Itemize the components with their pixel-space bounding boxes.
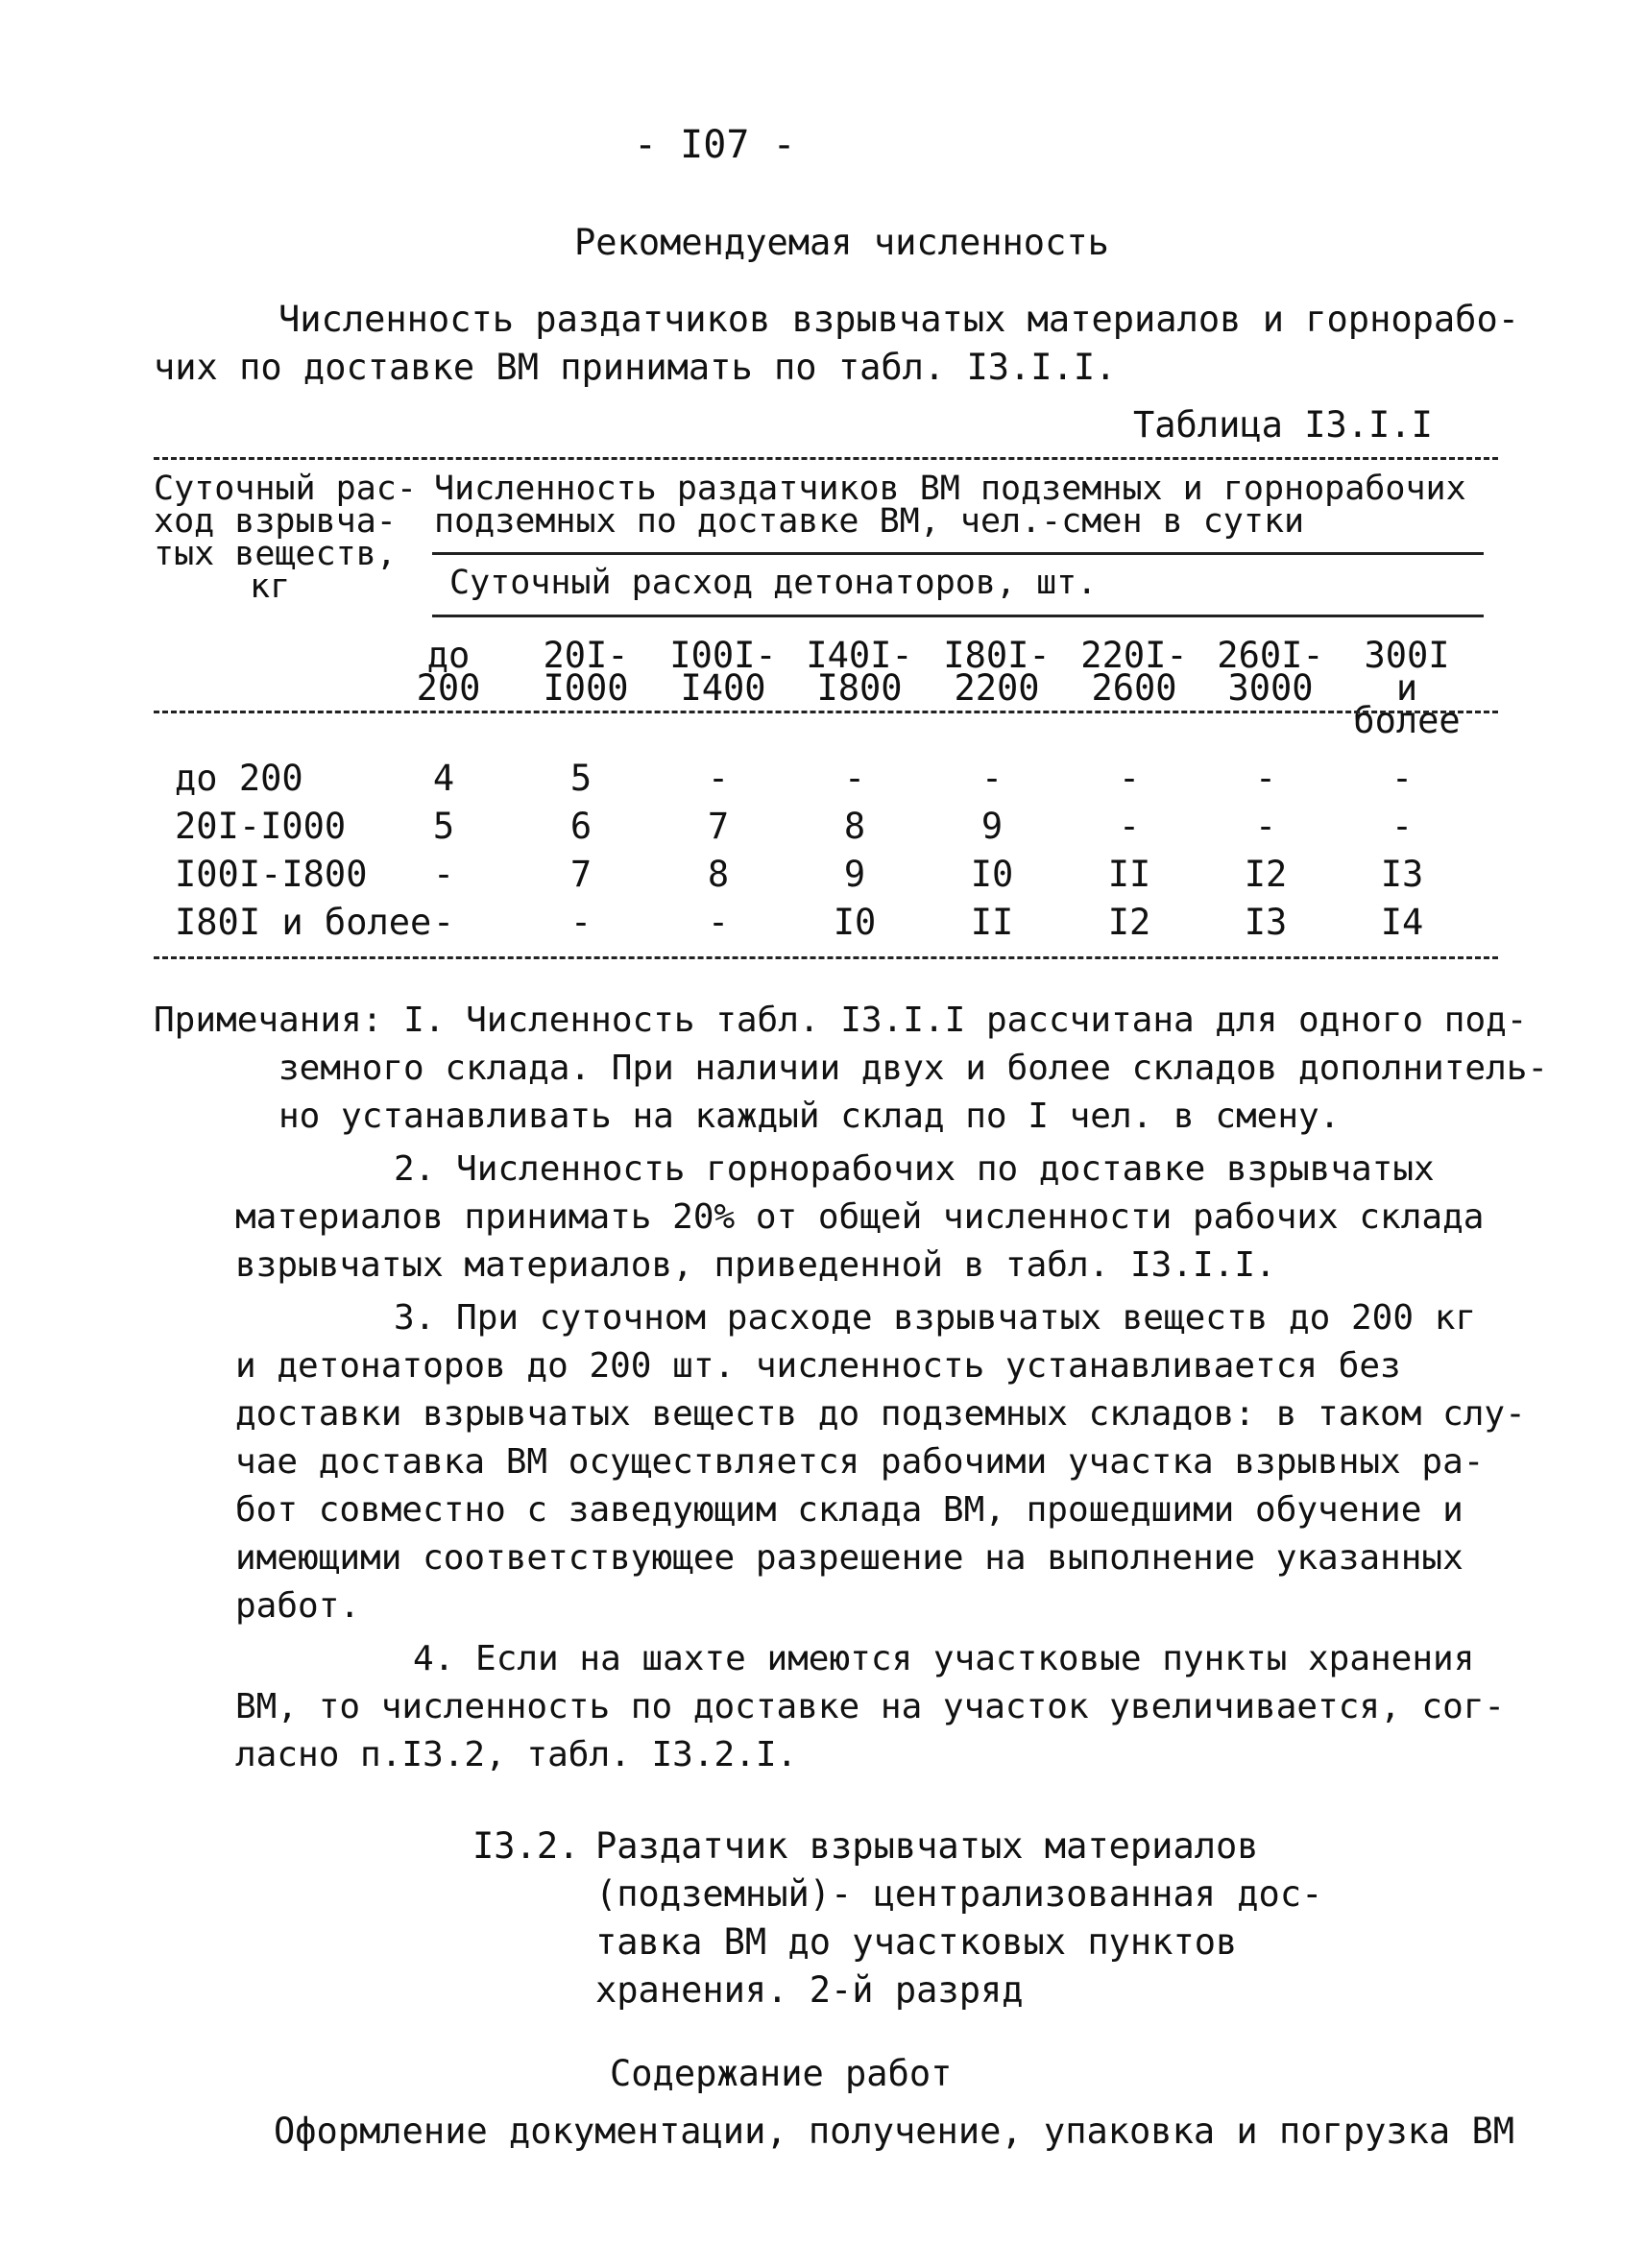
table-cell: - (980, 758, 1004, 799)
table-cell: I2 (1244, 854, 1288, 895)
table-cell: I2 (1107, 902, 1151, 943)
note-line: и детонаторов до 200 шт. численность устанавливается без (235, 1346, 1401, 1386)
row-header-line-2: ход взрывча- (154, 502, 397, 541)
column-header-line: 20I- (543, 635, 629, 676)
table-cell: I0 (970, 854, 1014, 895)
table-cell: II (1107, 854, 1151, 895)
table-cell: 5 (432, 806, 455, 847)
row-label: 20I-I000 (175, 806, 347, 847)
note-line: материалов принимать 20% от общей численности рабочих склада (235, 1197, 1485, 1237)
row-header-line-1: Суточный рас- (154, 470, 417, 508)
section-title-line: (подземный)- централизованная дос- (595, 1873, 1323, 1915)
table-top-rule (154, 457, 1498, 460)
table-cell: - (1391, 806, 1414, 847)
note-line: ВМ, то численность по доставке на участок увеличивается, сог- (235, 1687, 1506, 1726)
table-cell: I3 (1380, 854, 1424, 895)
column-header-line: 260I- (1217, 635, 1324, 676)
table-cell: - (1118, 758, 1141, 799)
note-line: бот совместно с заведующим склада ВМ, прошедшими обучение и (235, 1490, 1464, 1530)
note-line: доставки взрывчатых веществ до подземных складов: в таком слу- (235, 1394, 1526, 1434)
section-title-line: тавка ВМ до участковых пунктов (595, 1921, 1238, 1963)
column-header-line: 3000 (1227, 667, 1314, 709)
header-rule-1 (432, 552, 1484, 555)
table-cell: - (432, 854, 455, 895)
table-cell: - (1254, 806, 1277, 847)
note-line: взрывчатых материалов, приведенной в табл. I3.I.I. (235, 1245, 1276, 1285)
column-header-line: до (426, 635, 471, 676)
content-heading: Содержание работ (610, 2053, 953, 2094)
row-label: до 200 (175, 758, 303, 799)
table-cell: I3 (1244, 902, 1288, 943)
column-header-line: 200 (416, 667, 481, 709)
col-header-line-1: Численность раздатчиков ВМ подземных и горнорабочих (434, 470, 1466, 508)
column-header-line: I800 (816, 667, 903, 709)
column-header-line: I40I- (806, 635, 913, 676)
column-header-line: 2200 (954, 667, 1040, 709)
intro-line-1: Численность раздатчиков взрывчатых материалов и горнорабо- (278, 299, 1520, 340)
table-cell: 6 (569, 806, 593, 847)
row-header-line-4: кг (250, 567, 291, 606)
page-heading: Рекомендуемая численность (574, 222, 1109, 263)
table-cell: I4 (1380, 902, 1424, 943)
note-line: ласно п.I3.2, табл. I3.2.I. (235, 1735, 798, 1774)
column-header-line: 2600 (1091, 667, 1177, 709)
column-header-line: I00I- (669, 635, 777, 676)
note-line: 2. Численность горнорабочих по доставке взрывчатых (394, 1149, 1435, 1189)
column-header-line: I000 (543, 667, 629, 709)
note-line: чае доставка ВМ осуществляется рабочими участка взрывных ра- (235, 1442, 1485, 1482)
column-header-line: I400 (680, 667, 766, 709)
table-cell: 9 (980, 806, 1004, 847)
column-header-line: I80I- (943, 635, 1051, 676)
intro-line-2: чих по доставке ВМ принимать по табл. I3.I.I. (154, 347, 1117, 388)
table-cell: 9 (843, 854, 866, 895)
header-bottom-rule (154, 711, 1498, 713)
note-line: но устанавливать на каждый склад по I чел. в смену. (278, 1097, 1341, 1136)
section-title-line: Раздатчик взрывчатых материалов (595, 1825, 1259, 1867)
table-cell: 7 (707, 806, 730, 847)
section-title-line: хранения. 2-й разряд (595, 1969, 1024, 2011)
note-line: работ. (235, 1586, 361, 1626)
table-cell: 8 (707, 854, 730, 895)
table-cell: II (970, 902, 1014, 943)
table-label: Таблица I3.I.I (1133, 404, 1433, 446)
table-cell: 4 (432, 758, 455, 799)
content-text: Оформление документации, получение, упаковка и погрузка ВМ (274, 2111, 1515, 2152)
sub-header: Суточный расход детонаторов, шт. (449, 564, 1098, 602)
table-cell: - (1391, 758, 1414, 799)
table-cell: - (843, 758, 866, 799)
note-line: 3. При суточном расходе взрывчатых веществ до 200 кг (394, 1298, 1477, 1338)
table-cell: I0 (833, 902, 877, 943)
table-cell: 7 (569, 854, 593, 895)
column-header-line: 300I (1364, 635, 1450, 676)
row-label: I00I-I800 (175, 854, 368, 895)
table-cell: - (1254, 758, 1277, 799)
column-header-line: и более (1353, 667, 1461, 741)
table-cell: - (432, 902, 455, 943)
table-bottom-rule (154, 956, 1498, 959)
page-number: - I07 - (634, 123, 796, 167)
section-number: I3.2. (472, 1825, 580, 1867)
table-cell: 5 (569, 758, 593, 799)
row-label: I80I и более (175, 902, 432, 943)
header-rule-2 (432, 615, 1484, 617)
table-cell: - (569, 902, 593, 943)
table-cell: 8 (843, 806, 866, 847)
note-line: 4. Если на шахте имеются участковые пункты хранения (413, 1639, 1475, 1678)
table-cell: - (707, 902, 730, 943)
table-cell: - (1118, 806, 1141, 847)
column-header-line: 220I- (1080, 635, 1188, 676)
note-line: Примечания: I. Численность табл. I3.I.I рассчитана для одного под- (154, 1001, 1528, 1040)
table-cell: - (707, 758, 730, 799)
row-header-line-3: тых веществ, (154, 535, 397, 573)
note-line: земного склада. При наличии двух и более складов дополнитель- (278, 1049, 1549, 1088)
col-header-line-2: подземных по доставке ВМ, чел.-смен в сутки (434, 502, 1305, 541)
note-line: имеющими соответствующее разрешение на выполнение указанных (235, 1538, 1464, 1578)
